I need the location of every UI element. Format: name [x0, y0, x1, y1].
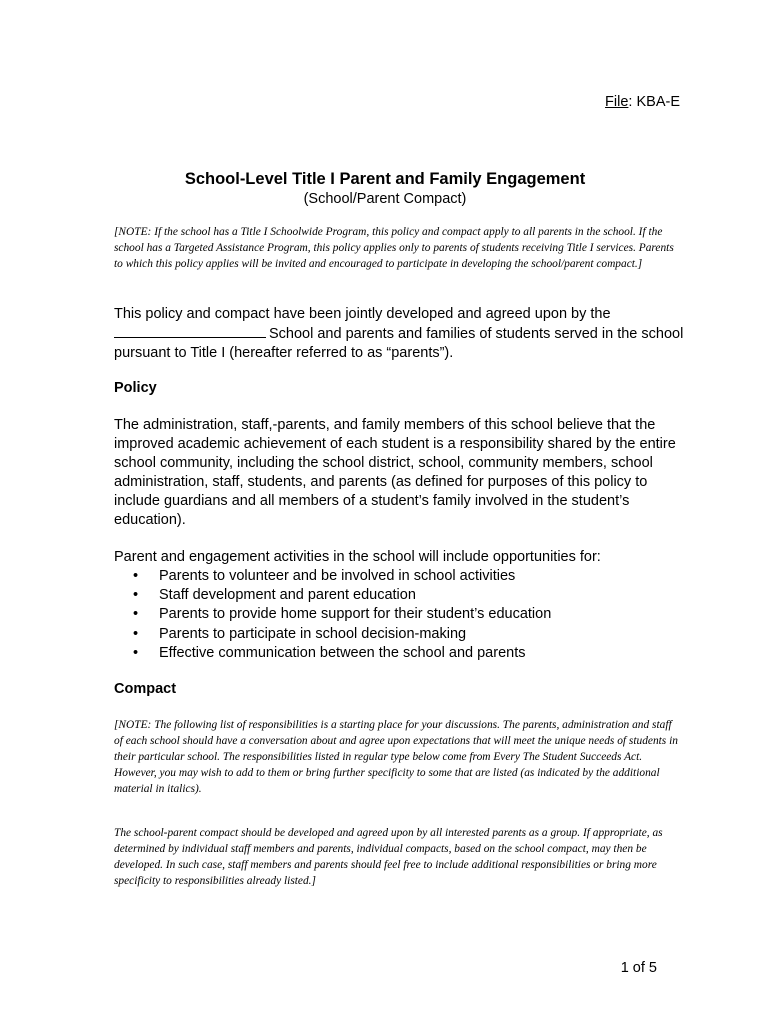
compact-heading: Compact — [114, 681, 177, 697]
document-title: School-Level Title I Parent and Family Engagement — [184, 170, 586, 188]
activities-intro: Parent and engagement activities in the school will include opportunities for: — [114, 549, 601, 565]
intro-line-1: This policy and compact have been jointly developed and agreed upon by the — [114, 306, 611, 322]
list-item: • Effective communication between the school and parents — [114, 644, 551, 663]
note-compact-development: The school-parent compact should be developed and agreed upon by all interested parents as a group. If appropriate, as determined by individual staff members and parents, individual compacts, based on the school compact, may then be developed. In such case, staff members and parents should feel free to include additional responsibilities or bring more specificity to responsibilities already listed.] — [114, 827, 663, 887]
note-schoolwide: [NOTE: If the school has a Title I Schoolwide Program, this policy and compact apply to all parents in the school. If the school has a Targeted Assistance Program, this policy applies only to parents of students receiving Title I services. Parents to which this policy applies will be invited and encouraged to participate in developing the school/parent compact.] — [114, 226, 674, 270]
document-subtitle: (School/Parent Compact) — [303, 191, 467, 207]
policy-paragraph: The administration, staff,-parents, and family members of this school believe that the improved academic achievement of each student is a responsibility shared by the entire school community, including the school district, school, community members, school administration, staff, students, and parents (as defined for purposes of this policy to include guardians and all members of a student’s family involved in the student’s education). — [114, 417, 676, 528]
school-name-blank — [114, 324, 266, 338]
policy-heading: Policy — [114, 380, 157, 396]
file-label: File — [605, 94, 629, 110]
intro-paragraph — [114, 305, 684, 363]
bullet-icon: • — [133, 568, 139, 584]
bullet-icon: • — [133, 587, 139, 604]
list-item: • Parents to participate in school decision-making — [114, 625, 551, 644]
list-item: • Parents to volunteer and be involved in school activities — [114, 567, 551, 586]
note-responsibilities: [NOTE: The following list of responsibilities is a starting place for your discussions. The parents, administration and staff of each school should have a conversation about and agree upon expectations that will meet the unique needs of students in their particular school. The responsibilities listed in regular type below come from Every The Student Succeeds Act. However, you may wish to add to them or bring further specificity to some that are listed (as indicated by the additional material in italics). — [114, 719, 678, 795]
intro-rest: School and parents and families of students served in the school pursuant to Title I (hereafter referred to as “parents”). — [114, 326, 684, 361]
list-item: • Parents to provide home support for their student’s education — [114, 605, 551, 624]
bullet-icon: • — [133, 606, 139, 623]
activities-list — [114, 567, 551, 663]
file-reference — [605, 94, 680, 110]
file-value: : KBA-E — [628, 94, 680, 110]
bullet-icon: • — [133, 644, 139, 661]
page-number: 1 of 5 — [620, 960, 657, 976]
list-item: • Staff development and parent education — [114, 586, 551, 605]
bullet-icon: • — [133, 625, 139, 642]
